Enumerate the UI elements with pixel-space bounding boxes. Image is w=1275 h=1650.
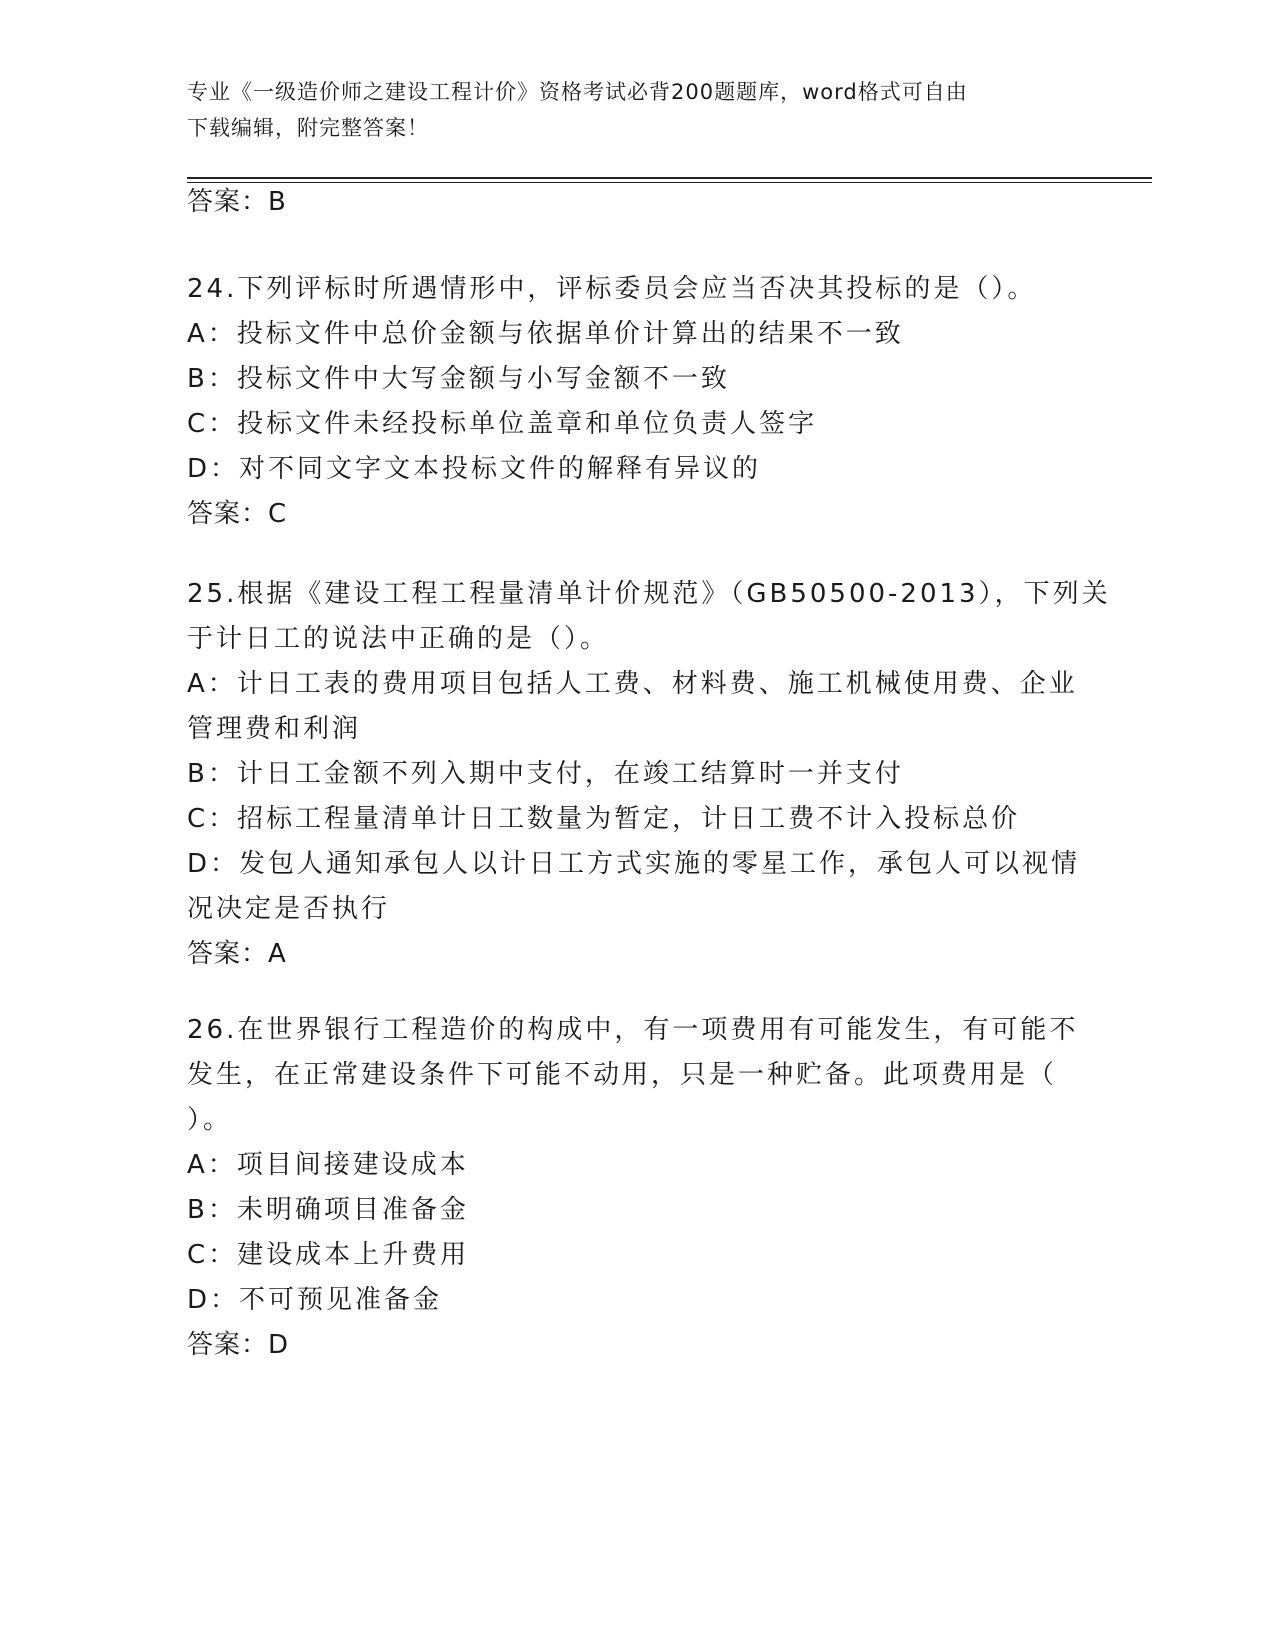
previous-answer-block — [187, 180, 1087, 225]
option-a: A：投标文件中总价金额与依据单价计算出的结果不一致 — [187, 319, 904, 349]
option-d: D：发包人通知承包人以计日工方式实施的零星工作，承包人可以视情 — [187, 849, 1081, 879]
option-a: A：计日工表的费用项目包括人工费、材料费、施工机械使用费、企业 — [187, 669, 1078, 699]
header-line: 专业《一级造价师之建设工程计价》资格考试必背200题题库，word格式可自由 — [187, 80, 968, 104]
answer-text: 答案：C — [187, 499, 288, 529]
option-b: B：投标文件中大写金额与小写金额不一致 — [187, 364, 730, 394]
option-b: B：计日工金额不列入期中支付，在竣工结算时一并支付 — [187, 759, 904, 789]
option-c: C：招标工程量清单计日工数量为暂定，计日工费不计入投标总价 — [187, 804, 1021, 834]
question-25 — [187, 572, 1111, 977]
answer-text: 答案：D — [187, 1330, 290, 1360]
question-24 — [187, 267, 1087, 537]
option-d: D：对不同文字文本投标文件的解释有异议的 — [187, 454, 762, 484]
question-stem: 发生，在正常建设条件下可能不动用，只是一种贮备。此项费用是（ — [187, 1060, 1058, 1090]
option-c: C：投标文件未经投标单位盖章和单位负责人签字 — [187, 409, 818, 439]
answer-text: 答案：A — [187, 939, 287, 969]
option-a-cont: 管理费和利润 — [187, 714, 362, 744]
question-stem: 24.下列评标时所遇情形中，评标委员会应当否决其投标的是（）。 — [187, 274, 1037, 304]
question-stem: ）。 — [187, 1105, 233, 1135]
answer-text: 答案：B — [187, 187, 287, 217]
option-d: D：不可预见准备金 — [187, 1285, 443, 1315]
option-b: B：未明确项目准备金 — [187, 1195, 469, 1225]
question-stem: 26.在世界银行工程造价的构成中，有一项费用有可能发生，有可能不 — [187, 1015, 1079, 1045]
option-c: C：建设成本上升费用 — [187, 1240, 470, 1270]
question-26 — [187, 1008, 1087, 1368]
question-stem: 于计日工的说法中正确的是（）。 — [187, 624, 610, 654]
option-a: A：项目间接建设成本 — [187, 1150, 469, 1180]
question-stem: 25.根据《建设工程工程量清单计价规范》（GB50500-2013），下列关 — [187, 579, 1111, 609]
header-line: 下载编辑，附完整答案！ — [187, 116, 429, 140]
header-divider — [187, 177, 1152, 179]
header-note — [187, 74, 1087, 146]
option-d-cont: 况决定是否执行 — [187, 894, 391, 924]
